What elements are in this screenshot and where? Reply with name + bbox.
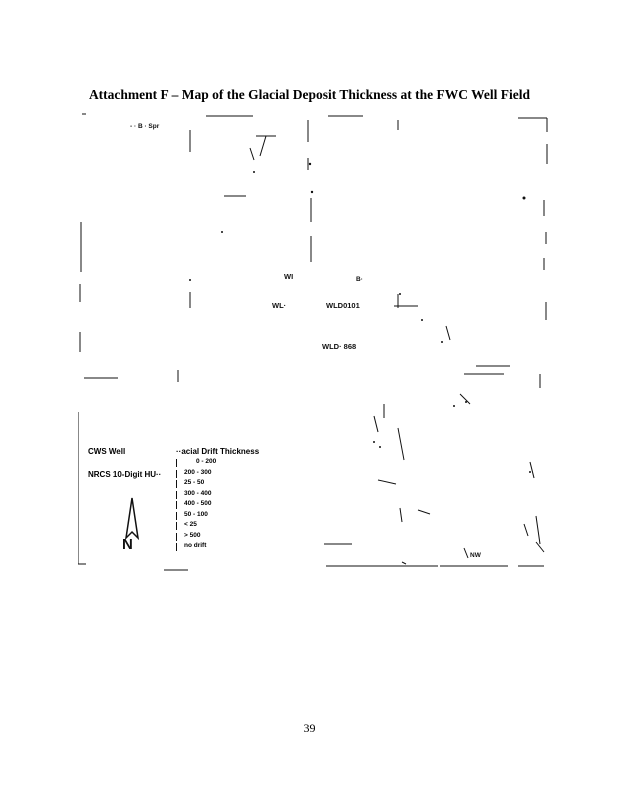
map-label-nw: NW [470, 552, 481, 559]
legend-class-item: 200 - 300 [184, 468, 212, 476]
legend-class-item: 300 - 400 [184, 489, 212, 497]
legend-swatch [176, 459, 182, 467]
glacial-deposit-thickness-map [78, 112, 552, 578]
legend-swatch [176, 522, 182, 530]
legend-thickness-title: ··acial Drift Thickness [176, 447, 260, 456]
legend-class-item: no drift [184, 542, 207, 549]
page-title: Attachment F – Map of the Glacial Deposit Thickness at the FWC Well Field [88, 87, 531, 102]
legend-swatch [176, 533, 182, 541]
legend-cws-well: CWS Well [88, 447, 126, 456]
legend-class-item: 400 - 500 [184, 500, 212, 507]
legend-swatch [176, 512, 182, 520]
map-label-top-left: - · B · Spr [130, 123, 160, 130]
legend-nrcs-huc: NRCS 10-Digit HU·· [88, 470, 162, 479]
legend-class-item: > 500 [184, 531, 201, 539]
map-label-well-wld0101: WLD0101 [326, 301, 360, 310]
map-label-well-wl-mid: WL· [272, 301, 287, 310]
map-label-well-wl-top: WI [284, 272, 294, 281]
page-number: 39 [303, 721, 316, 735]
legend-class-item: < 25 [184, 521, 197, 528]
north-arrow-label: N [122, 536, 133, 553]
legend-class-item: 50 - 100 [184, 510, 208, 518]
legend-swatch [176, 480, 182, 488]
map-label-well-wld-868: WLD· 868 [322, 342, 357, 351]
legend-class-item: 25 - 50 [184, 479, 205, 486]
legend-swatch [176, 491, 182, 499]
legend-swatch [176, 543, 182, 551]
legend-swatch [176, 470, 182, 478]
map-label-b: B· [356, 276, 363, 283]
legend-class-item: 0 - 200 [196, 458, 217, 465]
legend-swatch [176, 501, 182, 509]
